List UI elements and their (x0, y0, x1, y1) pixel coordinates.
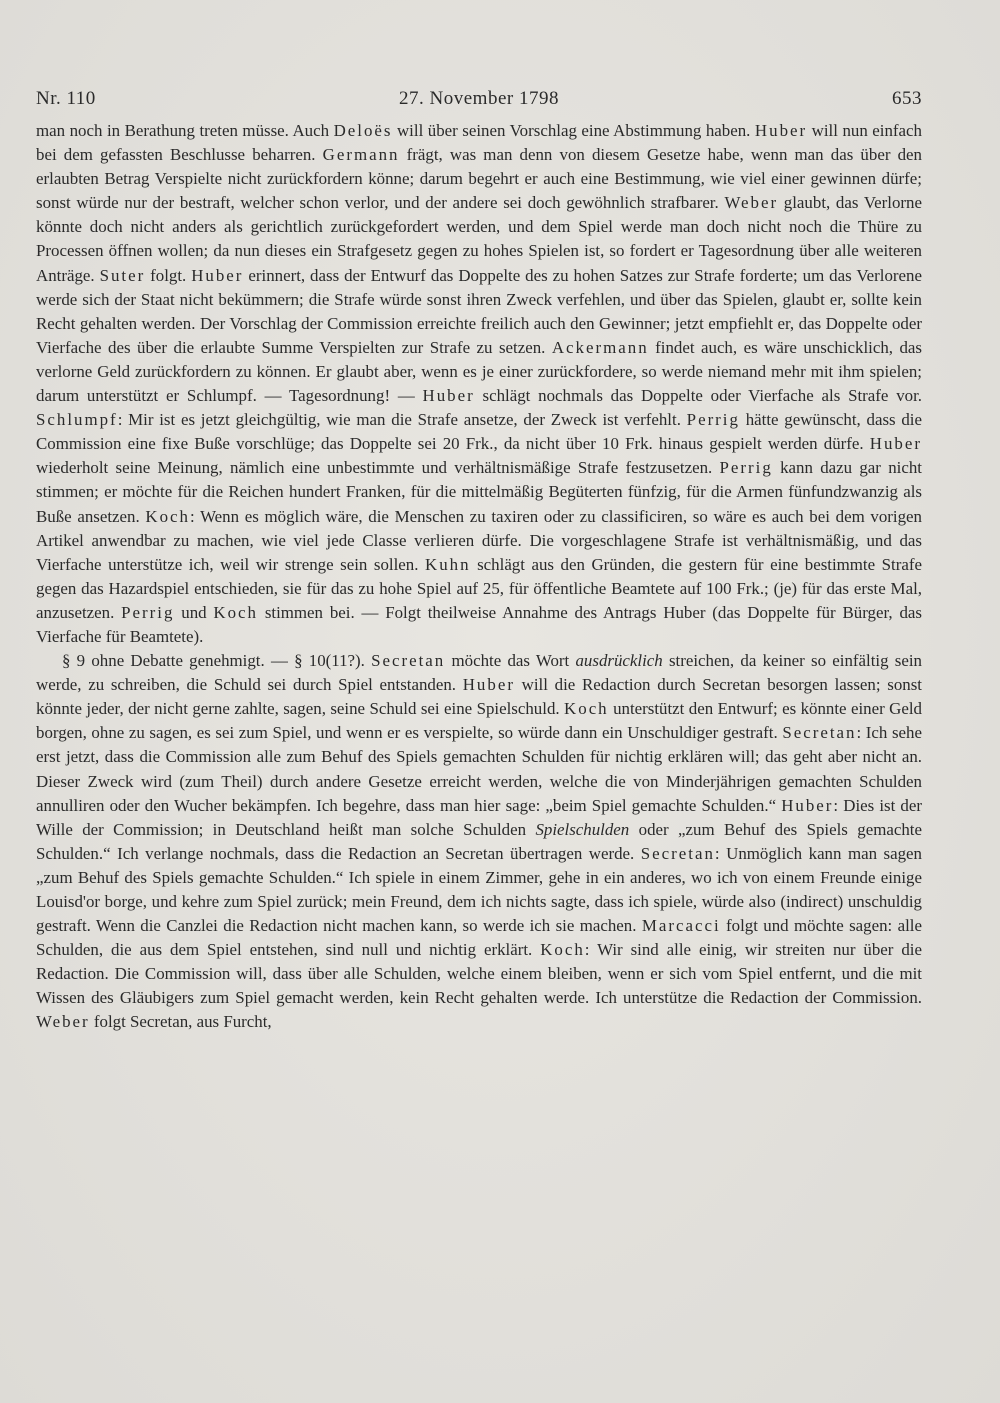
text-run: findet auch, es wäre unschicklich, das verlorne Geld zurückfordern zu können. Er glaubt aber, wenn es je einer zurückfordere, so werde niemand mehr mit ihm spielen; darum unterstützt er Schlumpf. — Tagesordnung! — (36, 337, 922, 406)
text-run: schlägt aus den Gründen, die gestern für eine bestimmte Strafe gegen das Hazardspiel entschieden, sie für das zu hohe Spiel auf 25, für öffentliche Beamtete auf 100 Frk.; (je) für das erste Mal, anzusetzen. (36, 554, 922, 622)
speaker-name: Schlumpf (36, 410, 118, 430)
text-run: : Unmöglich kann man sagen „zum Behuf des Spiels gemachte Schulden.“ Ich spiele in einem Zimmer, gehe in ein anderes, wo ich von einem Freunde einige Louisd'or borge, und kehre zum Spiel zurück; mein Freund, dem ich nichts sagte, dass ich spiele, würde also (indirect) unschuldig gestraft. Wenn die Canzlei die Redaction nicht machen kann, so werde ich sie machen. (36, 843, 922, 936)
page-number: 653 (891, 88, 922, 109)
speaker-name: Secretan (371, 651, 446, 671)
speaker-name: Weber (36, 1012, 90, 1032)
text-run: wiederholt seine Meinung, nämlich eine unbestimmte und verhältnismäßige Strafe festzusetzen. (36, 458, 720, 478)
speaker-name: Huber (191, 265, 244, 285)
text-run: möchte das Wort (445, 651, 576, 671)
text-run: unterstützt den Entwurf; es könnte einer Geld borgen, ohne zu sagen, es sei zum Spiel, und wenn er es verspielte, so würde dann ein Unschuldiger gestraft. (36, 699, 922, 743)
session-date: 27. November 1798 (399, 88, 559, 109)
text-run: hätte gewünscht, dass die Commission eine fixe Buße vorschlüge; das Doppelte sei 20 Frk., da nicht über 10 Frk. hinaus gespielt werden dürfe. (36, 410, 922, 454)
text-run: frägt, was man denn von diesem Gesetze habe, wenn man das über den erlaubten Betrag Verspielte nicht zurückfordern könne; darum begehrt er auch eine Bestimmung, wie viel einer gewinnen dürfe; sonst würde nur der bestraft, welcher schon verlor, und der andere sei doch gewöhnlich strafbarer. (36, 145, 922, 213)
text-run: kann dazu gar nicht stimmen; er möchte für die Reichen hundert Franken, für die mittelmäßig Begüterten fünfzig, für die Armen fünfundzwanzig als Buße ansetzen. (36, 458, 922, 526)
speaker-name: Kuhn (425, 554, 471, 574)
document-number: Nr. 110 (36, 88, 96, 109)
speaker-name: Ackermann (551, 337, 649, 357)
text-run: : Wir sind alle einig, wir streiten nur über die Redaction. Die Commission will, dass über alle Schulden, welche einem bleiben, wenn er sich vom Spiel entfernt, und die mit Wissen des Gläubigers zum Spiel gemacht werden, kein Recht gehalten werde. Ich unterstütze die Redaction der Commission. (36, 940, 922, 1008)
text-run: will über seinen Vorschlag eine Abstimmung haben. (392, 121, 755, 140)
speaker-name: Perrig (121, 602, 175, 622)
speaker-name: Perrig (719, 458, 773, 478)
paragraph-2 (36, 649, 922, 1035)
text-run: § 9 ohne Debatte genehmigt. — § 10(11?). (62, 651, 372, 671)
speaker-name: Secretan (782, 723, 857, 743)
text-run: schlägt nochmals das Doppelte oder Vierfache als Strafe vor. (474, 386, 922, 406)
text-run: will nun einfach bei dem gefassten Beschlusse beharren. (36, 121, 922, 165)
speaker-name: Weber (724, 193, 779, 213)
speaker-name: Suter (99, 265, 146, 285)
text-run: oder „zum Behuf des Spiels gemachte Schulden.“ Ich verlange nochmals, dass die Redaction an Secretan übertragen werde. (36, 819, 922, 863)
speaker-name: Huber (869, 434, 922, 454)
text-run: : Mir ist es jetzt gleichgültig, wie man die Strafe ansetze, der Zweck ist verfehlt. (117, 410, 687, 430)
speaker-name: Huber (754, 121, 808, 140)
speaker-name: Koch (213, 602, 258, 622)
speaker-name: Huber (422, 386, 475, 406)
text-run: und (174, 602, 214, 622)
text-run: stimmen bei. — Folgt theilweise Annahme des Antrags Huber (das Doppelte für Bürger, das Vierfache für Beamtete). (36, 602, 922, 646)
text-run: folgt. (145, 265, 192, 285)
text-run: erinnert, dass der Entwurf das Doppelte des zu hohen Satzes zur Strafe forderte; um das Verlorene werde sich der Staat nicht bekümmern; die Strafe würde sonst ihren Zweck verfehlen, und über das Spielen, glaubt er, sollte kein Recht gehalten werden. Der Vorschlag der Commission erreichte freilich auch den Gewinner; jetzt empfiehlt er, das Doppelte oder Vierfache des über die erlaubte Summe Verspielten zur Strafe zu setzen. (36, 265, 922, 357)
speaker-name: Deloës (333, 121, 393, 140)
speaker-name: Huber (462, 675, 515, 695)
paragraph-1 (36, 119, 922, 649)
text-run: man noch in Berathung treten müsse. Auch (36, 121, 334, 140)
speaker-name: Koch (540, 940, 585, 960)
speaker-name: Secretan (640, 843, 715, 863)
text-run: : Wenn es möglich wäre, die Menschen zu taxiren oder zu classificiren, so wäre es auch bei dem vorigen Artikel anwendbar zu machen, wie viel jede Classe verlieren dürfe. Die vorgeschlagene Strafe ist verhältnismäßig, und das Vierfache unterstütze ich, weil wir strenge sein sollen. (36, 506, 922, 574)
text-run: folgt und möchte sagen: alle Schulden, die aus dem Spiel entstehen, sind null und nichtig erklärt. (36, 916, 922, 960)
text-run: streichen, da keiner so einfältig sein werde, zu schreiben, die Schuld sei durch Spiel entstanden. (36, 651, 922, 695)
emphasized-text: ausdrücklich (575, 651, 663, 671)
speaker-name: Perrig (686, 410, 740, 430)
speaker-name: Huber (781, 795, 834, 815)
text-run: : Ich sehe erst jetzt, dass die Commission alle zum Behuf des Spiels gemachten Schulden für nichtig erklären will; das geht aber nicht an. Dieser Zweck wird (zum Theil) durch andere Gesetze erreicht werden, welche die von Minderjährigen gemachten Schulden annulliren oder den Wucher bekämpfen. Ich begehre, dass man hier sage: „beim Spiel gemachte Schulden.“ (36, 723, 922, 815)
body-text (36, 119, 922, 1035)
speaker-name: Marcacci (641, 916, 721, 936)
running-header (36, 88, 922, 110)
speaker-name: Koch (564, 699, 609, 719)
text-run: will die Redaction durch Secretan besorgen lassen; sonst könnte jeder, der nicht gerne zahlte, sagen, seine Schuld sei eine Spielschuld. (36, 675, 923, 719)
text-run: glaubt, das Verlorne könnte doch nicht anders als gerichtlich zurückgefordert werden, und dem Spiel werde man doch nicht noch die Thüre zu Processen öffnen wollen; da nun dieses ein Strafgesetz gegen zu hohes Spielen ist, so fordert er Tagesordnung über alle weiteren Anträge. (36, 193, 922, 285)
text-run: folgt Secretan, aus Furcht, (89, 1012, 272, 1032)
speaker-name: Germann (322, 145, 400, 165)
text-run: : Dies ist der Wille der Commission; in Deutschland heißt man solche Schulden (36, 795, 922, 839)
emphasized-text: Spielschulden (535, 819, 630, 839)
speaker-name: Koch (145, 506, 190, 526)
